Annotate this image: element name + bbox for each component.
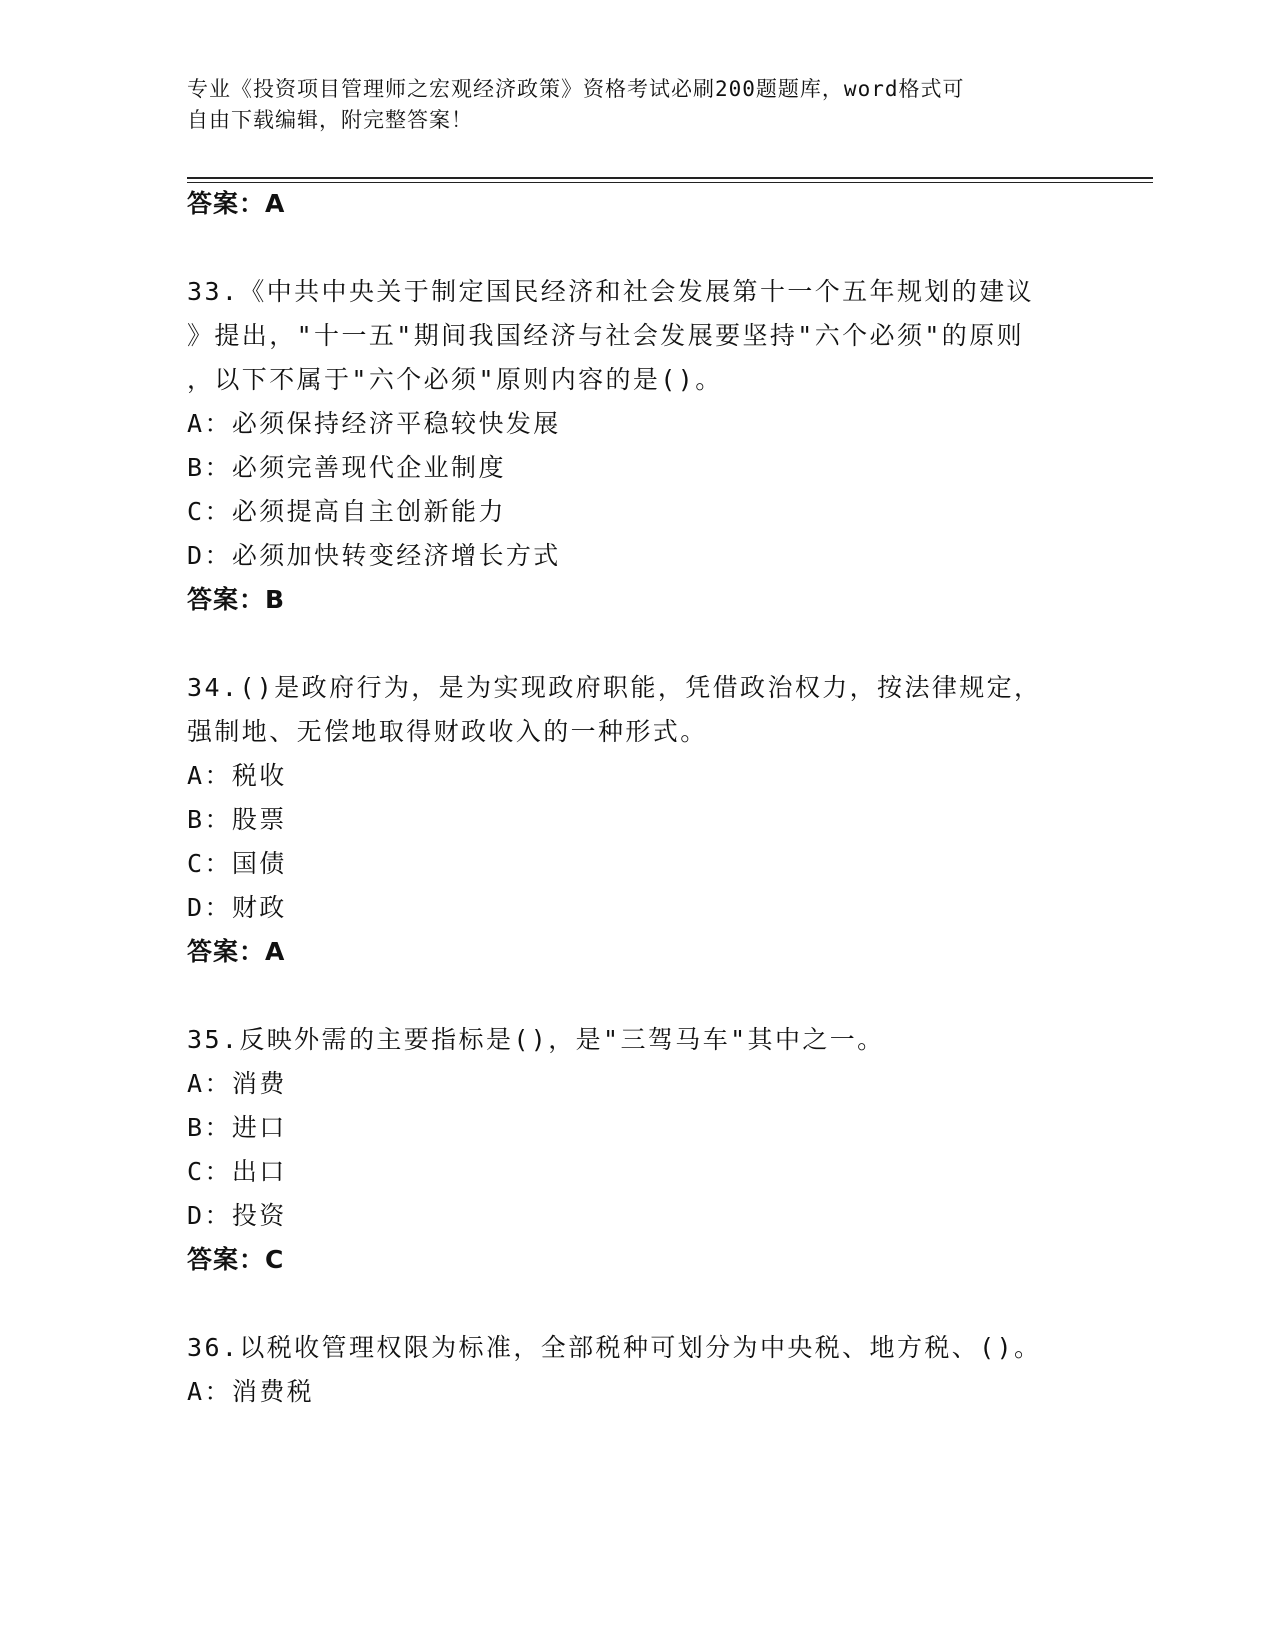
question-34-stem-line-2: 强制地、无偿地取得财政收入的一种形式。 — [187, 717, 708, 746]
question-33-stem-line-2: 》提出，"十一五"期间我国经济与社会发展要坚持"六个必须"的原则 — [187, 321, 1025, 350]
question-36-option-a: A：消费税 — [187, 1377, 315, 1406]
question-33-stem-line-3: ，以下不属于"六个必须"原则内容的是()。 — [187, 365, 723, 394]
header-rule-thin — [187, 182, 1153, 183]
question-35-answer: 答案：C — [187, 1245, 285, 1274]
question-33-option-a: A：必须保持经济平稳较快发展 — [187, 409, 561, 438]
header-line-1: 专业《投资项目管理师之宏观经济政策》资格考试必刷200题题库，word格式可 — [187, 77, 965, 101]
question-34-option-c: C：国债 — [187, 849, 287, 878]
question-35-option-b: B：进口 — [187, 1113, 287, 1142]
header-rule-thick — [187, 177, 1153, 179]
page-header — [187, 74, 1067, 136]
question-33-answer: 答案：B — [187, 585, 286, 614]
answer-line: 答案：A — [187, 189, 286, 218]
question-35-stem-line-1: 35.反映外需的主要指标是()，是"三驾马车"其中之一。 — [187, 1025, 885, 1054]
question-35-option-a: A：消费 — [187, 1069, 287, 1098]
question-33-stem-line-1: 33.《中共中央关于制定国民经济和社会发展第十一个五年规划的建议 — [187, 277, 1034, 306]
question-35-option-d: D：投资 — [187, 1201, 287, 1230]
question-34-option-d: D：财政 — [187, 893, 287, 922]
question-33-option-d: D：必须加快转变经济增长方式 — [187, 541, 561, 570]
question-36-stem-line-1: 36.以税收管理权限为标准，全部税种可划分为中央税、地方税、()。 — [187, 1333, 1042, 1362]
question-33-option-c: C：必须提高自主创新能力 — [187, 497, 506, 526]
question-34-answer: 答案：A — [187, 937, 286, 966]
question-33-option-b: B：必须完善现代企业制度 — [187, 453, 506, 482]
question-34-option-b: B：股票 — [187, 805, 287, 834]
question-34-stem-line-1: 34.()是政府行为，是为实现政府职能，凭借政治权力，按法律规定， — [187, 673, 1042, 702]
header-line-2: 自由下载编辑，附完整答案！ — [187, 108, 473, 132]
question-35-option-c: C：出口 — [187, 1157, 287, 1186]
question-34-option-a: A：税收 — [187, 761, 287, 790]
